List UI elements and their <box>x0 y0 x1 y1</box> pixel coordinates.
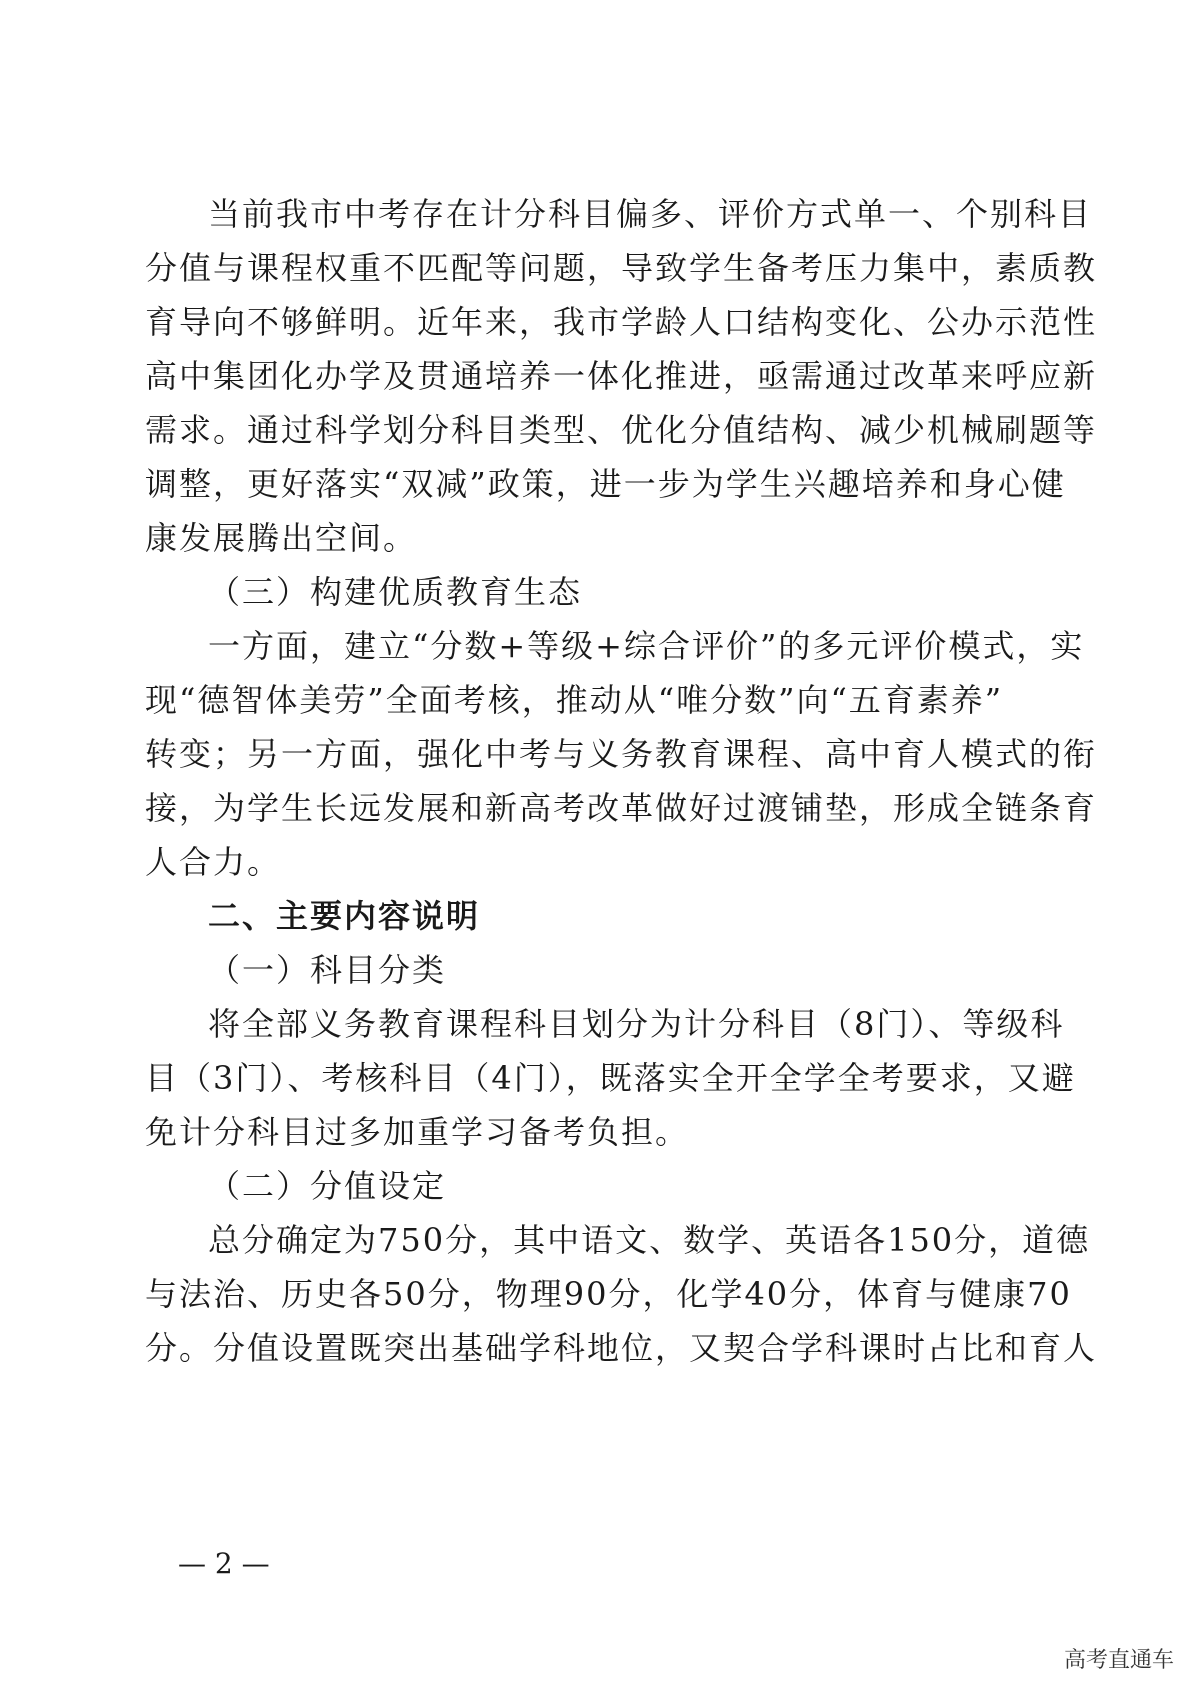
paragraph-line: 高中集团化办学及贯通培养一体化推进，亟需通过改革来呼应新 <box>145 357 1098 395</box>
paragraph-line: 当前我市中考存在计分科目偏多、评价方式单一、个别科目 <box>208 195 1093 233</box>
page-number: — 2 — <box>178 1547 270 1580</box>
paragraph-line: 现“德智体美劳”全面考核，推动从“唯分数”向“五育素养” <box>145 681 1004 719</box>
paragraph-line: 转变；另一方面，强化中考与义务教育课程、高中育人模式的衔 <box>145 735 1098 773</box>
paragraph-line: 调整，更好落实“双减”政策，进一步为学生兴趣培养和身心健 <box>145 465 1066 503</box>
paragraph-line: 分。分值设置既突出基础学科地位，又契合学科课时占比和育人 <box>145 1329 1098 1367</box>
subsection-heading: （一）科目分类 <box>208 951 447 989</box>
paragraph-line: 育导向不够鲜明。近年来，我市学龄人口结构变化、公办示范性 <box>145 303 1098 341</box>
paragraph-line: 目（3门）、考核科目（4门），既落实全开全学全考要求，又避 <box>145 1059 1076 1097</box>
section-heading: 二、主要内容说明 <box>208 897 481 935</box>
paragraph-line: 康发展腾出空间。 <box>145 519 418 557</box>
paragraph-line: 需求。通过科学划分科目类型、优化分值结构、减少机械刷题等 <box>145 411 1098 449</box>
paragraph-line: 将全部义务教育课程科目划分为计分科目（8门）、等级科 <box>208 1005 1065 1043</box>
paragraph-line: 与法治、历史各50分，物理90分，化学40分，体育与健康70 <box>145 1275 1072 1313</box>
paragraph-line: 总分确定为750分，其中语文、数学、英语各150分，道德 <box>208 1221 1091 1259</box>
paragraph-line: 接，为学生长远发展和新高考改革做好过渡铺垫，形成全链条育 <box>145 789 1098 827</box>
watermark-label: 高考直通车 <box>1063 1648 1174 1673</box>
subsection-heading: （二）分值设定 <box>208 1167 447 1205</box>
subsection-heading: （三）构建优质教育生态 <box>208 573 583 611</box>
paragraph-line: 人合力。 <box>145 843 282 881</box>
paragraph-line: 免计分科目过多加重学习备考负担。 <box>145 1113 690 1151</box>
paragraph-line: 一方面，建立“分数+等级+综合评价”的多元评价模式，实 <box>208 627 1085 665</box>
paragraph-line: 分值与课程权重不匹配等问题，导致学生备考压力集中，素质教 <box>145 249 1098 287</box>
